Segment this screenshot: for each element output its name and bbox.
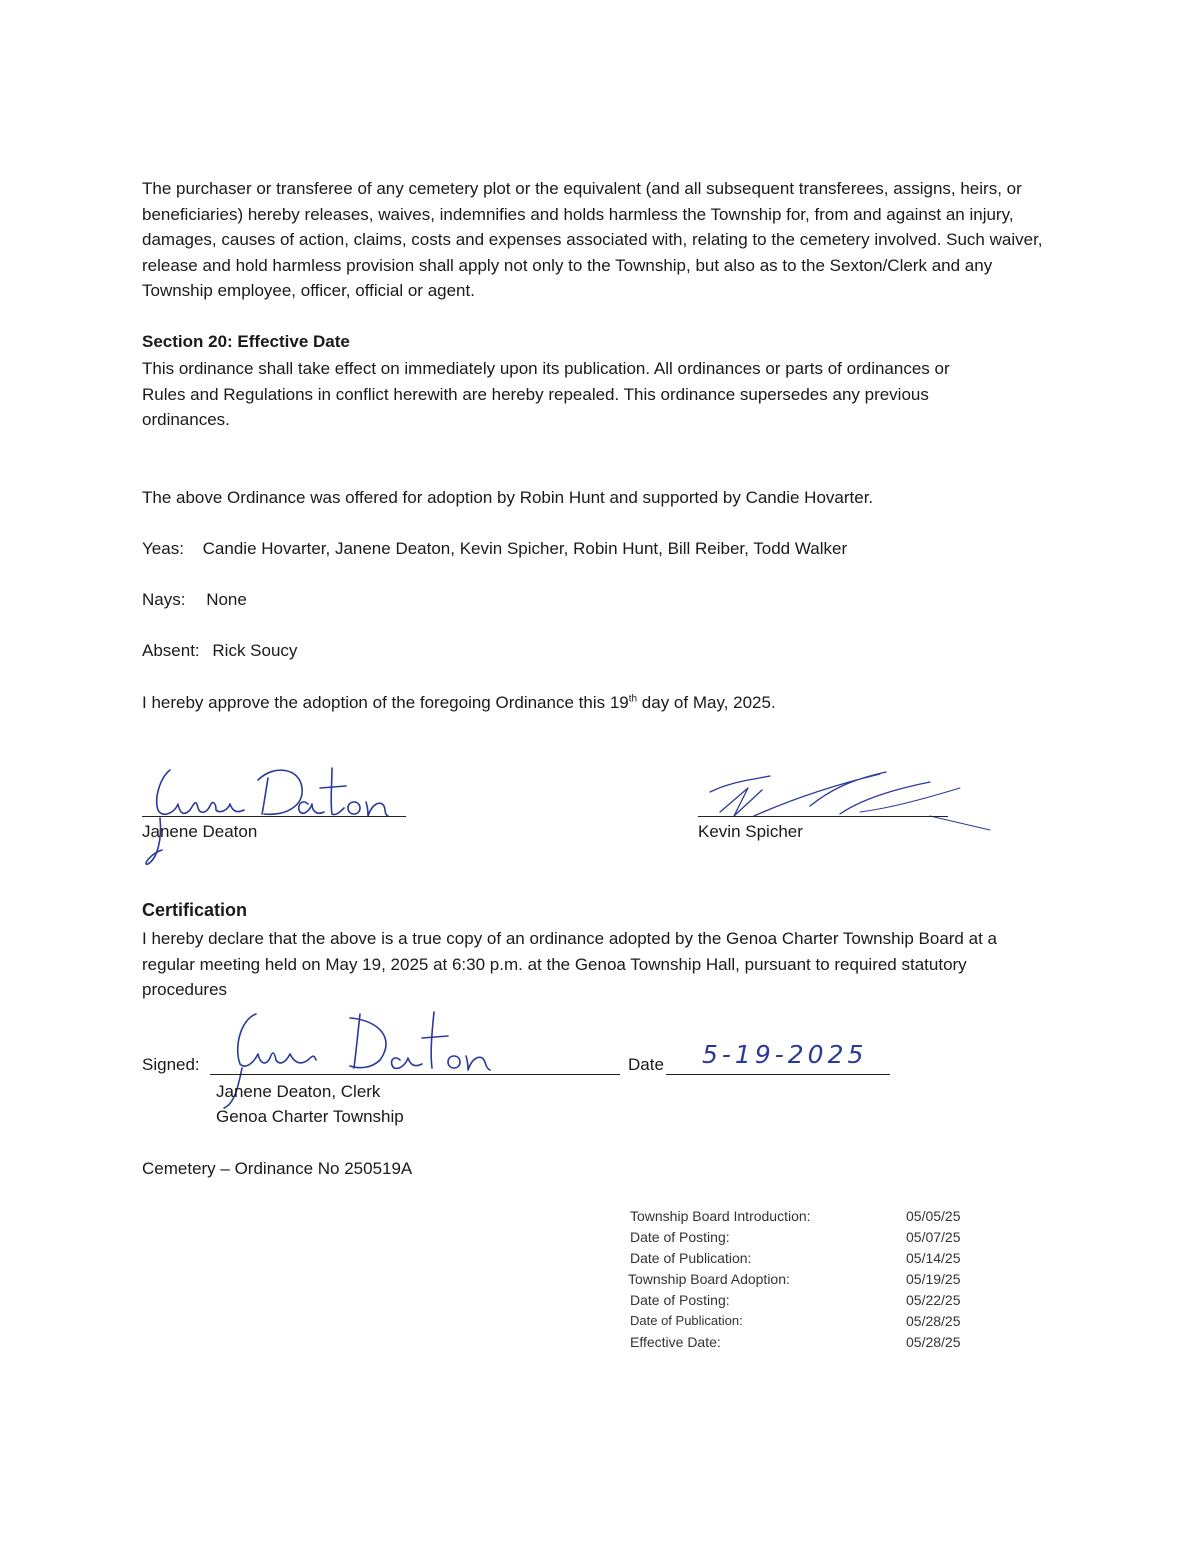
dates-row-value: 05/22/25 (906, 1292, 961, 1308)
left-signature-line (142, 816, 406, 817)
nays-row (142, 590, 247, 610)
yeas-row (142, 539, 847, 559)
dates-row-label: Township Board Introduction: (630, 1208, 811, 1224)
yeas-label: Yeas: (142, 539, 184, 558)
janene-deaton-signature (140, 758, 410, 878)
dates-row-label: Date of Posting: (630, 1229, 730, 1245)
nays-label: Nays: (142, 590, 186, 609)
section-20-heading: Section 20: Effective Date (142, 332, 350, 351)
dates-row-value: 05/28/25 (906, 1313, 961, 1329)
ordinance-reference: Cemetery – Ordinance No 250519A (142, 1159, 413, 1178)
date-label: Date (628, 1055, 664, 1074)
clerk-name: Janene Deaton, Clerk (216, 1082, 381, 1101)
right-signer-name: Kevin Spicher (698, 822, 803, 841)
adoption-offered-text: The above Ordinance was offered for adoption by Robin Hunt and supported by Candie Hovarter. (142, 488, 874, 507)
approval-statement (142, 693, 776, 713)
dates-row-label: Date of Publication: (630, 1250, 752, 1266)
date-line (666, 1074, 890, 1075)
certification-heading: Certification (142, 900, 248, 920)
dates-row-label: Effective Date: (630, 1334, 721, 1350)
dates-row-value: 05/19/25 (906, 1271, 961, 1287)
section-20-body: This ordinance shall take effect on immediately upon its publication. All ordinances or parts of ordinances or Rules and Regulations in conflict herewith are hereby repealed. This ordinance supersedes any previous ordinances. (142, 359, 950, 429)
dates-row-label: Date of Posting: (630, 1292, 730, 1308)
dates-row-label: Township Board Adoption: (628, 1271, 790, 1287)
dates-row-value: 05/14/25 (906, 1250, 961, 1266)
approval-text-suffix: day of May, 2025. (637, 693, 776, 712)
absent-value: Rick Soucy (212, 641, 298, 660)
nays-value: None (206, 590, 247, 609)
yeas-value: Candie Hovarter, Janene Deaton, Kevin Spicher, Robin Hunt, Bill Reiber, Todd Walker (202, 539, 848, 558)
dates-row-value: 05/07/25 (906, 1229, 961, 1245)
clerk-signature-line (210, 1074, 620, 1075)
handwritten-date: 5-19-2025 (702, 1040, 868, 1069)
approval-text-prefix: I hereby approve the adoption of the foregoing Ordinance this 19 (142, 693, 629, 712)
dates-row-value: 05/05/25 (906, 1208, 961, 1224)
approval-ordinal: th (628, 693, 638, 705)
certification-body: I hereby declare that the above is a true copy of an ordinance adopted by the Genoa Charter Township Board at a regular meeting held on May 19, 2025 at 6:30 p.m. at the Genoa Township Hall, pursuant to required statutory procedures (142, 929, 997, 999)
clerk-organization: Genoa Charter Township (216, 1107, 404, 1126)
dates-row-value: 05/28/25 (906, 1334, 961, 1350)
absent-row (142, 641, 297, 661)
right-signature-line (698, 816, 948, 817)
signed-label: Signed: (142, 1055, 200, 1074)
absent-label: Absent: (142, 641, 200, 660)
intro-paragraph: The purchaser or transferee of any cemetery plot or the equivalent (and all subsequent transferees, assigns, heirs, or beneficiaries) hereby releases, waives, indemnifies and holds harmless the Township for, from and against an injury, damages, causes of action, claims, costs and expenses associated with, relating to the cemetery involved. Such waiver, release and hold harmless provision shall apply not only to the Township, but also as to the Sexton/Clerk and any Township employee, officer, official or agent. (142, 179, 1043, 300)
left-signer-name: Janene Deaton (142, 822, 258, 841)
dates-row-label: Date of Publication: (630, 1313, 743, 1328)
